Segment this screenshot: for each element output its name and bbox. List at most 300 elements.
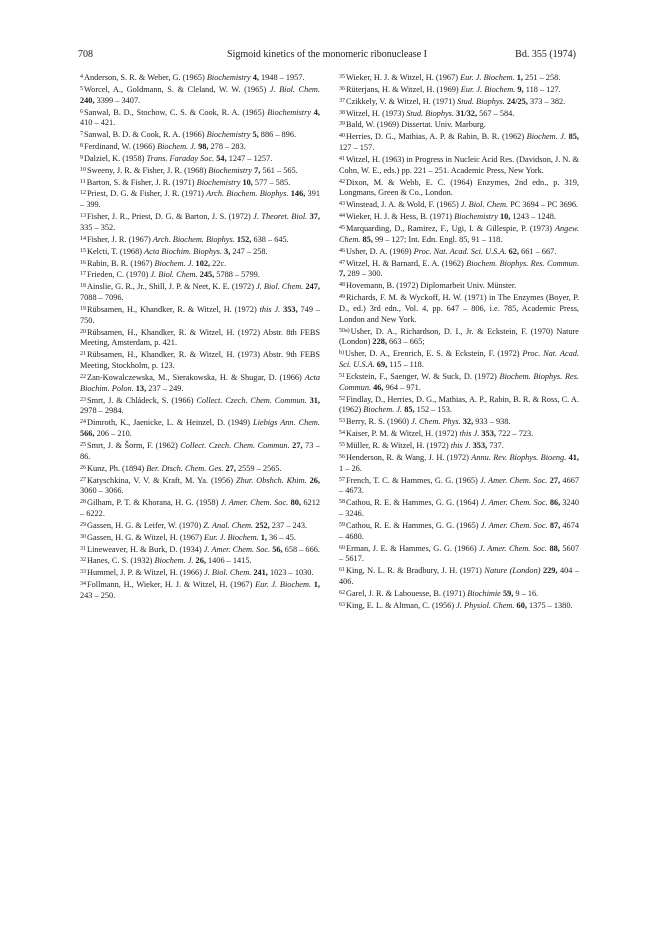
- reference-pages: 289 – 300.: [345, 269, 383, 279]
- reference-number: 44: [339, 213, 345, 220]
- reference-pages: 391 – 399.: [80, 189, 321, 210]
- volume-number: 229,: [542, 566, 558, 576]
- reference-authors: Sanwal, B. D., Stochow, C. S. & Cook, R. A. (1965): [84, 107, 268, 117]
- reference-pages: 36 – 45.: [266, 532, 296, 542]
- reference-entry: [339, 475, 579, 498]
- reference-entry: [339, 326, 579, 349]
- reference-entry: [339, 565, 579, 588]
- volume-number: 27,: [549, 475, 561, 485]
- journal-name: Liebigs Ann. Chem.: [253, 418, 320, 428]
- volume-number: 27,: [292, 441, 303, 450]
- journal-name: Biochemistry: [206, 73, 253, 82]
- reference-number: 43: [339, 201, 345, 208]
- journal-name: Biochem. J.: [363, 405, 405, 415]
- journal-name: J. Biol. Chem.: [256, 282, 306, 292]
- reference-authors: Rübsamen, H., Khandker, R. & Witzel, H. (1973) Abstr. 9th FEBS Meeting, Stockholm, p. 123.: [80, 350, 320, 371]
- reference-pages: PC 3694 – PC 3696.: [510, 200, 579, 210]
- journal-name: J. Amer. Chem. Soc.: [480, 475, 550, 485]
- reference-authors: Erman, J. E. & Hammes, G. G. (1966): [346, 543, 480, 553]
- journal-name: Nature (London): [484, 566, 543, 576]
- reference-entry: [339, 258, 579, 281]
- reference-entry: [80, 544, 320, 556]
- volume-number: 9,: [517, 84, 524, 94]
- reference-entry: [80, 188, 320, 211]
- reference-entry: [339, 497, 579, 520]
- reference-authors: Lineweaver, H. & Burk, D. (1934): [87, 544, 204, 554]
- reference-authors: Winstead, J. A. & Wold, F. (1965): [346, 200, 461, 210]
- running-title: Sigmoid kinetics of the monomeric ribonuclease I: [227, 49, 427, 60]
- journal-name: J. Physiol. Chem.: [456, 600, 517, 610]
- reference-number: 4: [80, 74, 83, 80]
- reference-number: 23: [80, 396, 86, 403]
- reference-pages: 1948 – 1957.: [258, 73, 305, 82]
- reference-entry: [80, 327, 320, 350]
- reference-authors: Garel, J. R. & Labouesse, B. (1971): [346, 588, 468, 598]
- volume-number: 4,: [252, 73, 259, 82]
- reference-pages: 4667 – 4673.: [339, 475, 580, 496]
- reference-number: 19: [80, 305, 86, 312]
- reference-pages: 4674 – 4680.: [339, 520, 579, 541]
- reference-number: 11: [80, 178, 86, 185]
- reference-pages: 567 – 584.: [477, 108, 515, 118]
- reference-pages: 5607 – 5617.: [339, 543, 579, 564]
- reference-pages: 243 – 250.: [80, 590, 116, 600]
- reference-pages: 118 – 127.: [523, 84, 561, 94]
- reference-pages: 749 – 750.: [80, 304, 320, 325]
- journal-name: J. Biol. Chem.: [204, 568, 254, 578]
- reference-number: 54: [339, 430, 345, 437]
- journal-name: Proc. Nat. Acad. Sci. U.S.A.: [339, 349, 579, 370]
- reference-entry: [80, 107, 320, 130]
- volume-number: 31,: [309, 395, 320, 405]
- reference-authors: Eckstein, F., Saenger, W. & Suck, D. (1972): [346, 371, 500, 381]
- journal-name: Eur. J. Biochem.: [460, 73, 517, 82]
- journal-name: Biochemistry: [206, 130, 253, 140]
- reference-entry: [339, 246, 579, 258]
- volume-number: 31/32,: [456, 108, 478, 118]
- reference-pages: 73 – 86.: [80, 441, 321, 461]
- reference-entry: [339, 394, 579, 417]
- reference-number: 34: [80, 581, 86, 588]
- reference-entry: [80, 372, 320, 395]
- reference-entry: [80, 234, 320, 246]
- reference-pages: 22c.: [210, 258, 227, 268]
- reference-number: 63: [339, 601, 345, 608]
- volume-number: 152,: [236, 234, 252, 244]
- reference-number: 49: [339, 294, 345, 301]
- journal-name: J. Chem. Phys.: [411, 417, 463, 427]
- reference-pages: 373 – 382.: [527, 96, 566, 106]
- journal-name: Angew. Chem.: [339, 223, 579, 244]
- reference-pages: 3060 – 3066.: [80, 486, 124, 496]
- reference-authors: Usher, D. A., Erenrich, E. S. & Eckstein, F. (1972): [345, 349, 523, 359]
- volume-number: 46,: [373, 382, 384, 392]
- volume-info: Bd. 355 (1974): [515, 49, 576, 60]
- journal-name: Z. Anal. Chem.: [203, 520, 256, 530]
- reference-authors: Fisher, J. R., Priest, D. G. & Barton, J. S. (1972): [87, 212, 254, 222]
- reference-pages: 335 – 352.: [80, 222, 116, 232]
- journal-name: Biochem. J.: [154, 258, 196, 268]
- reference-pages: 561 – 565.: [260, 165, 298, 175]
- page-number: 708: [78, 49, 93, 60]
- volume-number: 27,: [225, 463, 236, 473]
- reference-authors: Zan-Kowalczewska, M., Sierakowska, H. & Shugar, D. (1966): [87, 372, 305, 382]
- volume-number: 241,: [253, 568, 268, 578]
- journal-name: Biochemistry: [454, 212, 500, 222]
- reference-pages: 5788 – 5799.: [214, 270, 260, 280]
- reference-entry: [339, 96, 579, 108]
- journal-name: J. Biol. Chem.: [150, 270, 200, 280]
- journal-name: J. Amer. Chem. Soc.: [479, 543, 550, 553]
- reference-number: 29: [80, 521, 86, 528]
- reference-pages: 658 – 666.: [282, 544, 320, 554]
- page-header: [78, 48, 576, 62]
- reference-authors: Bald, W. (1969) Dissertat. Univ. Marburg.: [346, 120, 486, 130]
- reference-authors: Czikkely, V. & Witzel, H. (1971): [346, 96, 458, 106]
- reference-pages: 661 – 667.: [518, 246, 557, 256]
- volume-number: 54,: [216, 153, 227, 163]
- reference-number: 5: [80, 85, 83, 92]
- reference-number: 61: [339, 567, 345, 574]
- reference-authors: Ainslie, G. R., Jr., Shill, J. P. & Neet, K. E. (1972): [87, 282, 257, 292]
- reference-number: 42: [339, 178, 345, 185]
- reference-authors: Wieker, H. J. & Hess, B. (1971): [346, 212, 455, 222]
- reference-pages: 1 – 26.: [339, 463, 362, 473]
- reference-entry: [80, 463, 320, 475]
- volume-number: 1,: [260, 532, 267, 542]
- journal-name: J. Amer. Chem. Soc.: [480, 498, 550, 508]
- reference-entry: [339, 600, 579, 612]
- reference-entry: [339, 108, 579, 120]
- journal-name: Arch. Biochem. Biophys.: [152, 234, 237, 244]
- reference-authors: Anderson, S. R. & Weber, G. (1965): [84, 73, 207, 82]
- reference-authors: Marquarding, D., Ramirez, F., Ugi, I. & Gillespie, P. (1973): [346, 223, 555, 233]
- reference-number: 12: [80, 190, 86, 197]
- volume-number: 87,: [549, 520, 561, 530]
- reference-number: 57: [339, 476, 345, 483]
- reference-number: 24: [80, 419, 86, 426]
- reference-authors: Hovemann, B. (1972) Diplomarbeit Univ. Münster.: [346, 281, 517, 291]
- reference-number: 17: [80, 271, 86, 278]
- reference-pages: 247 – 258.: [230, 246, 268, 256]
- reference-entry: [339, 131, 579, 154]
- reference-entry: [339, 199, 579, 211]
- volume-number: 146,: [290, 189, 306, 199]
- journal-name: Biochem. J.: [526, 132, 569, 142]
- journal-name: Biochem. Biophys. Res. Commun.: [339, 371, 579, 392]
- reference-authors: Priest, D. G. & Fisher, J. R. (1971): [87, 189, 207, 199]
- reference-number: 8: [80, 143, 83, 150]
- reference-entry: [80, 84, 320, 107]
- volume-number: 37,: [309, 212, 320, 222]
- reference-pages: 237 – 249.: [146, 383, 184, 393]
- reference-authors: Kunz, Ph. (1894): [87, 463, 147, 473]
- volume-number: 41,: [568, 452, 579, 462]
- reference-pages: 152 – 153.: [414, 405, 452, 415]
- reference-entry: [80, 72, 320, 84]
- journal-name: J. Biol. Chem.: [269, 84, 320, 94]
- reference-pages: 410 – 421.: [80, 118, 116, 128]
- reference-number: 28: [80, 499, 86, 506]
- journal-name: Annu. Rev. Biophys. Bioeng.: [471, 452, 569, 462]
- volume-number: 80,: [290, 498, 301, 508]
- volume-number: 98,: [198, 142, 209, 152]
- reference-entry: [80, 129, 320, 141]
- reference-number: 13: [80, 213, 86, 220]
- reference-pages: 3240 – 3246.: [339, 498, 579, 519]
- journal-name: J. Amer. Chem. Soc.: [220, 498, 291, 508]
- reference-number: 58: [339, 499, 345, 506]
- reference-number: 6: [80, 108, 83, 115]
- reference-number: 48: [339, 282, 345, 289]
- reference-pages: 99 – 127; Int. Edn. Engl. 85, 91 – 118.: [372, 234, 503, 244]
- reference-authors: Hummel, J. P. & Witzel, H. (1966): [87, 568, 205, 578]
- reference-authors: Gassen, H. G. & Witzel, H. (1967): [87, 532, 205, 542]
- reference-entry: [80, 417, 320, 440]
- reference-entry: [80, 246, 320, 258]
- reference-entry: [339, 452, 579, 475]
- reference-authors: Fisher, J. R. (1967): [87, 234, 153, 244]
- reference-authors: Müller, R. & Witzel, H. (1972): [346, 441, 451, 450]
- reference-pages: 737.: [487, 441, 504, 450]
- reference-number: 20: [80, 328, 86, 335]
- reference-number: 50a): [339, 327, 350, 334]
- reference-authors: Rabin, B. R. (1967): [87, 258, 155, 268]
- reference-pages: 206 – 210.: [94, 429, 132, 439]
- volume-number: 247,: [305, 282, 320, 292]
- reference-number: 36: [339, 85, 345, 92]
- volume-number: 3,: [224, 246, 231, 256]
- reference-number: 30: [80, 533, 86, 540]
- reference-authors: Findlay, D., Herries, D. G., Mathias, A. P., Rabin, B. R. & Ross, C. A. (1962): [339, 394, 579, 415]
- journal-name: Biochem. J.: [154, 556, 196, 566]
- reference-number: 16: [80, 259, 86, 266]
- volume-number: 26,: [195, 556, 206, 566]
- reference-authors: Smrt, J. & Chládeck, S. (1966): [87, 395, 197, 405]
- reference-entry: [339, 520, 579, 543]
- reference-number: 27: [80, 476, 86, 483]
- reference-pages: 1023 – 1030.: [267, 568, 314, 578]
- reference-pages: 2559 – 2565.: [235, 463, 282, 473]
- volume-number: 7,: [339, 269, 346, 279]
- reference-authors: Worcel, A., Goldmann, S. & Cleland, W. W. (1965): [84, 84, 270, 94]
- reference-authors: Henderson, R. & Wang, J. H. (1972): [346, 452, 472, 462]
- reference-number: 46: [339, 247, 345, 254]
- reference-authors: Witzel, H. (1963) in Progress in Nucleic Acid Res. (Davidson, J. N. & Cohn, W. E., eds.) pp. 221 – 251. Academic Press, New York.: [339, 154, 579, 175]
- reference-entry: [339, 223, 579, 246]
- reference-entry: [80, 520, 320, 532]
- volume-number: 566,: [80, 429, 95, 439]
- reference-entry: [339, 72, 579, 84]
- reference-authors: Kaiser, P. M. & Witzel, H. (1972): [346, 429, 460, 439]
- reference-authors: Ferdinand, W. (1966): [84, 142, 158, 152]
- volume-number: 60,: [516, 600, 527, 610]
- reference-pages: 6212 – 6222.: [80, 498, 321, 519]
- reference-number: 21: [80, 351, 86, 358]
- reference-authors: Richards, F. M. & Wyckoff, H. W. (1971) in The Enzymes (Boyer, P. D., ed.) 3rd edn., Vol. 4, pp. 647 – 806, i.e. 785, Academic Press, London and New York.: [339, 293, 579, 324]
- reference-authors: Witzel, H. & Barnard, E. A. (1962): [346, 258, 467, 268]
- reference-authors: Cathou, R. E. & Hammes, G. G. (1965): [346, 520, 481, 530]
- reference-number: 40: [339, 133, 345, 140]
- reference-number: 31: [80, 545, 86, 552]
- reference-pages: 964 – 971.: [383, 382, 421, 392]
- journal-name: Eur. J. Biochem.: [460, 84, 518, 94]
- journal-name: Proc. Nat. Acad. Sci. U.S.A.: [413, 246, 509, 256]
- reference-number: 32: [80, 557, 86, 564]
- journal-name: Eur. J. Biochem.: [204, 532, 261, 542]
- reference-entry: [339, 280, 579, 292]
- reference-number: 7: [80, 131, 83, 138]
- reference-authors: King, N. L. R. & Bradbury, J. H. (1971): [346, 566, 485, 576]
- reference-pages: 115 – 118.: [387, 360, 424, 370]
- journal-name: Acta Biochim. Polon.: [80, 372, 320, 393]
- volume-number: 353,: [481, 429, 496, 439]
- reference-number: 9: [80, 154, 83, 161]
- journal-name: Biochimie: [467, 588, 503, 598]
- reference-authors: Dixon, M. & Webb, E. C. (1964) Enzymes, 2nd edn., p. 319, Longmans, Green & Co., London.: [339, 177, 579, 198]
- reference-number: 33: [80, 569, 86, 576]
- reference-pages: 237 – 243.: [269, 520, 308, 530]
- reference-entry: [339, 154, 579, 177]
- journal-name: J. Theoret. Biol.: [253, 212, 310, 222]
- reference-pages: 1247 – 1257.: [226, 153, 273, 163]
- reference-pages: 886 – 896.: [258, 130, 297, 140]
- reference-number: 22: [80, 373, 86, 380]
- volume-number: 88,: [549, 543, 560, 553]
- reference-pages: 577 – 585.: [252, 177, 291, 187]
- reference-authors: Hanes, C. S. (1932): [87, 556, 155, 566]
- volume-number: 85,: [362, 234, 373, 244]
- reference-authors: Sanwal, B. D. & Cook, R. A. (1966): [84, 130, 207, 140]
- volume-number: 26,: [309, 475, 320, 485]
- volume-number: 59,: [502, 588, 514, 598]
- volume-number: 56,: [272, 544, 283, 554]
- reference-number: 39: [339, 121, 345, 128]
- volume-number: 85,: [404, 405, 415, 415]
- reference-entry: [80, 269, 320, 281]
- reference-entry: [80, 555, 320, 567]
- reference-authors: Witzel, H. (1973): [346, 108, 407, 118]
- reference-authors: Rübsamen, H., Khandker, R. & Witzel, H. (1972) Abstr. 8th FEBS Meeting, Amsterdam, p. 421.: [80, 327, 320, 348]
- reference-number: 35: [339, 74, 345, 80]
- reference-pages: 722 – 723.: [495, 429, 534, 439]
- reference-number: 53: [339, 418, 345, 425]
- volume-number: 10,: [242, 177, 253, 187]
- reference-entry: [80, 281, 320, 304]
- reference-pages: 404 – 406.: [339, 566, 579, 587]
- reference-authors: Follmann, H., Wieker, H. J. & Witzel, H. (1967): [87, 580, 256, 590]
- journal-name: Biochemistry: [267, 107, 314, 117]
- volume-number: 5,: [252, 130, 259, 140]
- reference-entry: [339, 211, 579, 223]
- volume-number: 240,: [80, 95, 95, 105]
- reference-number: 41: [339, 155, 345, 162]
- references-right-column: [339, 72, 579, 612]
- reference-entry: [339, 440, 579, 452]
- reference-entry: [80, 395, 320, 418]
- journal-name: Trans. Faraday Soc.: [146, 153, 217, 163]
- reference-entry: [339, 177, 579, 200]
- reference-pages: 127 – 157.: [339, 143, 375, 153]
- reference-pages: 1243 – 1248.: [510, 212, 556, 222]
- journal-name: Collect. Czech. Chem. Commun.: [196, 395, 310, 405]
- reference-authors: Gassen, H. G. & Leifer, W. (1970): [87, 520, 204, 530]
- reference-number: 62: [339, 589, 345, 596]
- reference-number: 56: [339, 453, 345, 460]
- volume-number: 7,: [254, 165, 261, 175]
- reference-pages: 7088 – 7096.: [80, 293, 124, 303]
- reference-number: 10: [80, 166, 86, 173]
- journal-name: J. Amer. Chem. Soc.: [480, 520, 550, 530]
- reference-entry: [80, 475, 320, 498]
- reference-entry: [80, 440, 320, 463]
- reference-authors: Dimroth, K., Jaenicke, L. & Heinzel, D. (1949): [87, 418, 253, 428]
- volume-number: 102,: [195, 258, 211, 268]
- journal-name: this J.: [459, 429, 482, 439]
- reference-authors: Rübsamen, H., Khandker, R. & Witzel, H. (1972): [87, 304, 260, 314]
- reference-entry: [339, 292, 579, 326]
- reference-entry: [80, 532, 320, 544]
- references-left-column: [80, 72, 320, 602]
- reference-number: 51: [339, 372, 345, 379]
- volume-number: 228,: [372, 337, 387, 347]
- reference-number: 26: [80, 464, 86, 471]
- volume-number: 24/25,: [506, 96, 528, 106]
- reference-number: 47: [339, 259, 345, 266]
- volume-number: 32,: [462, 417, 474, 427]
- reference-entry: [80, 177, 320, 189]
- reference-number: 25: [80, 442, 86, 448]
- volume-number: 13,: [135, 383, 147, 393]
- volume-number: 4,: [313, 107, 320, 117]
- reference-authors: French, T. C. & Hammes, G. G. (1965): [346, 475, 481, 485]
- journal-name: this J.: [450, 441, 473, 450]
- reference-authors: Cathou, R. E. & Hammes, G. G. (1964): [346, 498, 481, 508]
- reference-entry: [80, 497, 320, 520]
- reference-number: 14: [80, 235, 86, 242]
- volume-number: 62,: [508, 246, 519, 256]
- reference-entry: [80, 579, 320, 602]
- reference-authors: Frieden, C. (1970): [87, 270, 151, 280]
- reference-authors: Smrt, J. & Šorm, F. (1962): [87, 441, 181, 450]
- reference-entry: [80, 567, 320, 579]
- journal-name: Acta Biochim. Biophys.: [144, 246, 225, 256]
- reference-authors: Kelcti, T. (1968): [87, 246, 145, 256]
- reference-entry: [80, 153, 320, 165]
- reference-authors: Katyschkina, V. V. & Kraft, M. Ya. (1956): [87, 475, 237, 485]
- reference-entry: [80, 349, 320, 372]
- reference-authors: Barton, S. & Fisher, J. R. (1971): [86, 177, 197, 187]
- journal-name: Eur. J. Biochem.: [255, 580, 314, 590]
- journal-name: Biochem. J.: [157, 142, 199, 152]
- reference-number: b): [339, 350, 344, 357]
- journal-name: Stud. Biophys.: [457, 96, 507, 106]
- reference-authors: Usher, D. A., Richardson, D. I., Jr. & Eckstein, F. (1970) Nature (London): [339, 326, 579, 347]
- reference-entry: [339, 416, 579, 428]
- reference-pages: 1375 – 1380.: [526, 600, 573, 610]
- journal-name: Zhur. Obshch. Khim.: [236, 475, 310, 485]
- reference-authors: Herries, D. G., Mathias, A. P. & Rabin, B. R. (1962): [346, 132, 527, 142]
- reference-entry: [339, 428, 579, 440]
- volume-number: 353,: [283, 304, 298, 314]
- reference-entry: [80, 165, 320, 177]
- volume-number: 245,: [199, 270, 215, 280]
- reference-pages: 663 – 665;: [386, 337, 425, 347]
- volume-number: 353,: [472, 441, 488, 450]
- journal-name: Ber. Dtsch. Chem. Ges.: [146, 463, 226, 473]
- reference-authors: Berry, R. S. (1960): [346, 417, 412, 427]
- reference-number: 38: [339, 109, 345, 116]
